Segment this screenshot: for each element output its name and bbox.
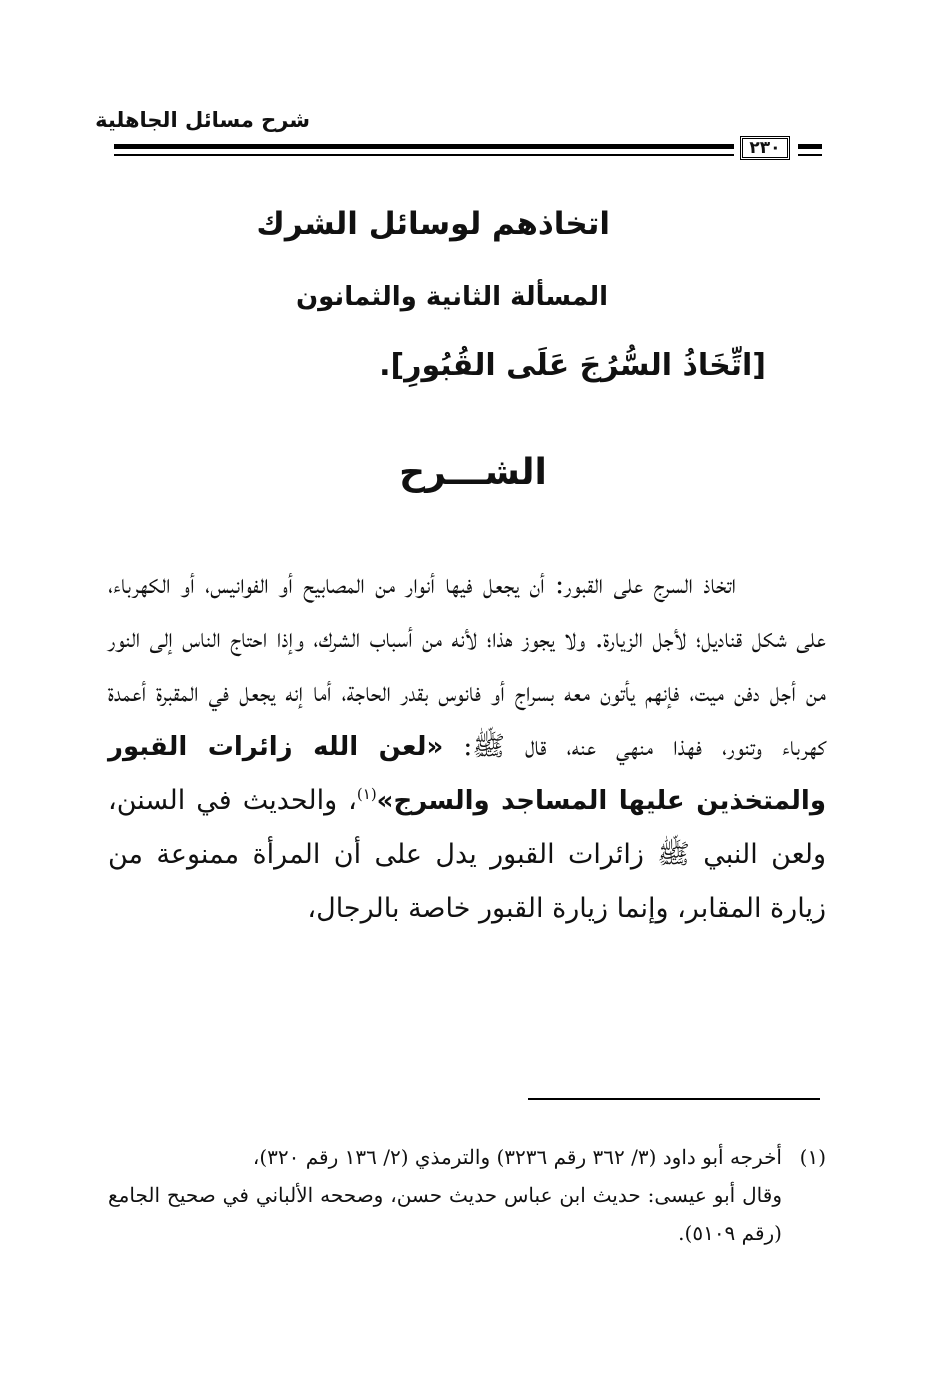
issue-title: المسألة الثانية والثمانون [295, 282, 608, 312]
footnote-marker: (١) [356, 785, 377, 803]
footnote-line-2: وقال أبو عيسى: حديث ابن عباس حديث حسن، وصححه الألباني في صحيح الجامع (رقم ٥١٠٩). [108, 1183, 782, 1245]
footnote [108, 1138, 826, 1252]
header-rule [114, 144, 734, 156]
body-text-part-1: اتخاذ السرج على القبور: أن يجعل فيها أنوار من المصابيح أو الفوانيس، أو الكهرباء، على شكل قناديل؛ لأجل الزيارة. ولا يجوز هذا؛ لأنه من أسباب الشرك، وإذا احتاج الناس إلى النور من أجل دفن ميت، فإنهم يأتون معه بسراج أو فانوس بقدر الحاجة، أما إنه يجعل في المقبرة أعمدة كهرباء وتنور، فهذا منهي عنه، قال ﷺ: [108, 569, 826, 762]
footnote-separator [528, 1098, 820, 1100]
header-rule-right [798, 144, 822, 156]
hadith-quote: «لعن الله زائرات القبور والمتخذين عليها المساجد والسرج» [108, 732, 827, 816]
body-paragraph [108, 558, 826, 936]
issue-quote: [اتِّخَاذُ السُّرُجَ عَلَى القُبُورِ]. [379, 348, 766, 383]
footnote-line-1: أخرجه أبو داود (٣/ ٣٦٢ رقم ٣٢٣٦) والترمذي (٢/ ١٣٦ رقم ٣٢٠)، [252, 1145, 782, 1169]
running-title: شرح مسائل الجاهلية [95, 108, 310, 132]
chapter-title: اتخاذهم لوسائل الشرك [256, 206, 610, 242]
page-number: ٢٣٠ [740, 136, 790, 160]
section-heading: الشـــرح [399, 452, 547, 493]
body-text-part-2: ، والحديث في السنن، ولعن النبي ﷺ زائرات القبور يدل على أن المرأة ممنوعة من زيارة المقابر، وإنما زيارة القبور خاصة بالرجال، [108, 785, 826, 924]
footnote-number: (١) [799, 1145, 826, 1169]
